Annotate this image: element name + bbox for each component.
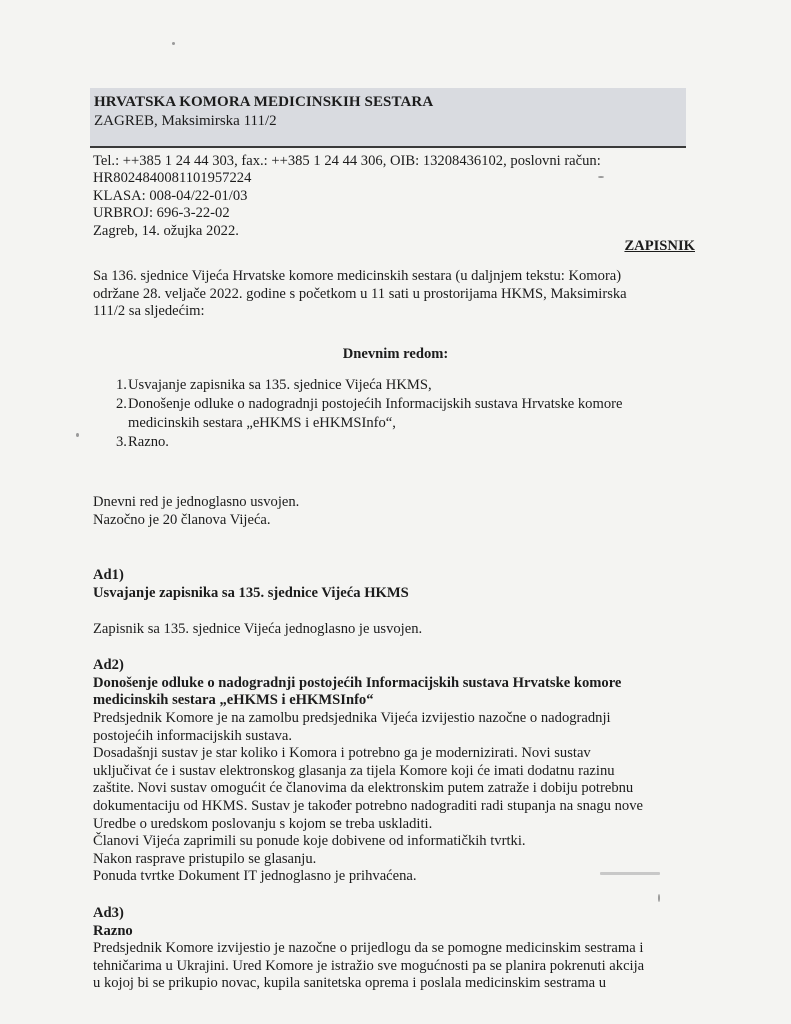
agenda-number: 2. xyxy=(116,396,127,412)
intro-paragraph xyxy=(93,268,687,321)
agenda-result xyxy=(93,494,687,529)
organization-name: HRVATSKA KOMORA MEDICINSKIH SESTARA xyxy=(94,94,434,110)
scan-speck xyxy=(598,176,604,178)
ad1-text: Zapisnik sa 135. sjednice Vijeća jednoglasno je usvojen. xyxy=(93,621,423,637)
agenda-text: Usvajanje zapisnika sa 135. sjednice Vijeća HKMS, xyxy=(128,377,432,393)
urbroj: URBROJ: 696-3-22-02 xyxy=(93,205,230,222)
agenda-text: medicinskih sestara „eHKMS i eHKMSInfo“, xyxy=(128,415,396,431)
ad2-title: Donošenje odluke o nadogradnji postojećih Informacijskih sustava Hrvatske komore xyxy=(93,674,622,691)
ad3-line: u kojoj bi se prikupio novac, kupila sanitetska oprema i poslala medicinskim sestrama u xyxy=(93,975,607,992)
ad2-line: Nakon rasprave pristupilo se glasanju. xyxy=(93,850,317,867)
organization-address: ZAGREB, Maksimirska 111/2 xyxy=(94,113,277,129)
ad2-title: medicinskih sestara „eHKMS i eHKMSInfo“ xyxy=(93,692,374,709)
ad2-line: Uredbe o uredskom poslovanju s kojom se treba uskladiti. xyxy=(93,815,433,832)
agenda-item xyxy=(93,376,693,395)
ad1-label: Ad1) xyxy=(93,567,124,583)
letterhead-rule xyxy=(90,146,686,148)
agenda-result-line: Dnevni red je jednoglasno usvojen. xyxy=(93,494,300,510)
ad2-line: postojećih informacijskih sustava. xyxy=(93,727,293,744)
agenda-list xyxy=(93,376,693,452)
ad2-line: Predsjednik Komore je na zamolbu predsjednika Vijeća izvijestio nazočne o nadogradnji xyxy=(93,710,611,726)
agenda-item xyxy=(93,395,693,433)
intro-line: 111/2 sa sljedećim: xyxy=(93,303,205,320)
ad3-line: tehničarima u Ukrajini. Ured Komore je istražio sve mogućnosti pa se planira pokrenuti akcija xyxy=(93,957,645,974)
agenda-number: 3. xyxy=(116,434,127,450)
ad1-section xyxy=(93,567,687,602)
scan-speck xyxy=(658,894,660,902)
ad3-line: Predsjednik Komore izvijestio je nazočne o prijedlogu da se pomogne medicinskim sestrama i xyxy=(93,940,644,956)
account-number: HR8024840081101957224 xyxy=(93,170,252,187)
ad3-label: Ad3) xyxy=(93,905,124,921)
scan-speck xyxy=(600,872,660,875)
document-type: ZAPISNIK xyxy=(624,238,695,254)
scan-speck xyxy=(172,42,175,45)
ad1-title: Usvajanje zapisnika sa 135. sjednice Vijeća HKMS xyxy=(93,584,409,601)
agenda-text: Razno. xyxy=(128,434,169,450)
ad2-line: Članovi Vijeća zaprimili su ponude koje dobivene od informatičkih tvrtki. xyxy=(93,833,526,850)
agenda-text: Donošenje odluke o nadogradnji postojećih Informacijskih sustava Hrvatske komore xyxy=(128,396,623,412)
ad2-text xyxy=(93,710,687,886)
ad2-line: Dosadašnji sustav je star koliko i Komora i potrebno ga je modernizirati. Novi sustav xyxy=(93,745,591,762)
agenda-title: Dnevnim redom: xyxy=(342,346,449,362)
agenda-result-line: Nazočno je 20 članova Vijeća. xyxy=(93,511,271,528)
agenda-item xyxy=(93,433,693,452)
contact-line: Tel.: ++385 1 24 44 303, fax.: ++385 1 24 44 306, OIB: 13208436102, poslovni račun: xyxy=(93,153,601,169)
scan-speck xyxy=(76,433,79,437)
ad2-label: Ad2) xyxy=(93,657,124,673)
reference-block xyxy=(93,153,601,240)
ad3-text xyxy=(93,940,687,993)
ad3-title: Razno xyxy=(93,922,133,939)
agenda-number: 1. xyxy=(116,377,127,393)
intro-line: Sa 136. sjednice Vijeća Hrvatske komore medicinskih sestara (u daljnjem tekstu: Komora) xyxy=(93,268,622,284)
ad2-line: Ponuda tvrtke Dokument IT jednoglasno je prihvaćena. xyxy=(93,868,417,885)
ad3-section xyxy=(93,905,687,940)
ad2-line: dokumentaciju od HKMS. Sustav je također potrebno nadograditi radi stupanja na snagu nove xyxy=(93,797,643,814)
ad2-line: zaštite. Novi sustav omogućit će članovima da elektronskim putem zatraže i dobiju potrebnu xyxy=(93,780,634,797)
intro-line: održane 28. veljače 2022. godine s početkom u 11 sati u prostorijama HKMS, Maksimirska xyxy=(93,285,627,302)
date-place: Zagreb, 14. ožujka 2022. xyxy=(93,222,239,239)
ad2-line: uključivat će i sustav elektronskog glasanja za tijela Komore koji će imati dodatnu razinu xyxy=(93,762,615,779)
ad2-section xyxy=(93,657,687,710)
klasa: KLASA: 008-04/22-01/03 xyxy=(93,187,248,204)
